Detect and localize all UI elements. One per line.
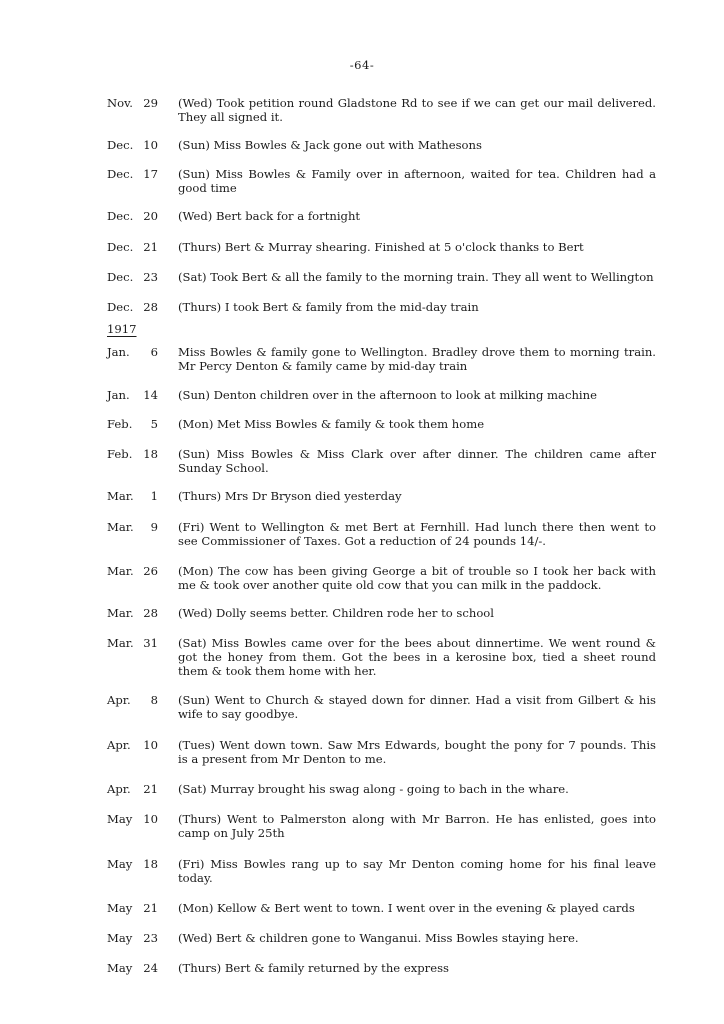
entry-day: 31 (143, 636, 158, 650)
entry-text: (Thurs) Mrs Dr Bryson died yesterday (178, 489, 402, 503)
entry-month: Dec. (107, 270, 134, 284)
entry-text: (Fri) Went to Wellington & met Bert at Fernhill. Had lunch there then went to see Commissioner of Taxes. Got a reduction of 24 pounds 14/-. (178, 520, 656, 548)
entry-month: Nov. (107, 96, 133, 110)
entry-month: May (107, 901, 133, 915)
entry-text: (Mon) The cow has been giving George a bit of trouble so I took her back with me & took over another quite old cow that you can milk in the paddock. (178, 564, 656, 592)
entry-month: Mar. (107, 564, 134, 578)
entry-text: (Sun) Miss Bowles & Jack gone out with Mathesons (178, 138, 482, 152)
entry-day: 18 (143, 447, 158, 461)
entry-text: (Sun) Denton children over in the afternoon to look at milking machine (178, 388, 597, 402)
entry-text: (Thurs) I took Bert & family from the mid-day train (178, 300, 479, 314)
entry-day: 21 (143, 240, 158, 254)
entry-month: Jan. (107, 388, 130, 402)
entry-day: 17 (143, 167, 158, 181)
entry-month: May (107, 857, 133, 871)
entry-day: 21 (143, 782, 158, 796)
entry-day: 24 (143, 961, 158, 975)
entry-month: Feb. (107, 447, 133, 461)
entry-text: (Sun) Miss Bowles & Miss Clark over after dinner. The children came after Sunday School. (178, 447, 656, 475)
entry-day: 9 (150, 520, 158, 534)
entry-text: (Wed) Took petition round Gladstone Rd to see if we can get our mail delivered. They all signed it. (178, 96, 656, 124)
entry-day: 6 (150, 345, 158, 359)
entry-text: Miss Bowles & family gone to Wellington. Bradley drove them to morning train. Mr Percy Denton & family came by mid-day train (178, 345, 656, 373)
entry-day: 5 (150, 417, 158, 431)
entry-day: 1 (150, 489, 158, 503)
entry-month: Jan. (107, 345, 130, 359)
entry-day: 26 (143, 564, 158, 578)
entry-text: (Sun) Went to Church & stayed down for dinner. Had a visit from Gilbert & his wife to say goodbye. (178, 693, 656, 721)
entry-text: (Mon) Kellow & Bert went to town. I went over in the evening & played cards (178, 901, 635, 915)
entry-text: (Thurs) Bert & family returned by the express (178, 961, 449, 975)
entry-month: Dec. (107, 138, 134, 152)
entry-text: (Sun) Miss Bowles & Family over in afternoon, waited for tea. Children had a good time (178, 167, 656, 195)
entry-month: May (107, 931, 133, 945)
entry-day: 28 (143, 606, 158, 620)
entry-day: 20 (143, 209, 158, 223)
entry-day: 28 (143, 300, 158, 314)
entry-month: Feb. (107, 417, 133, 431)
entry-month: Dec. (107, 209, 134, 223)
entry-month: Mar. (107, 636, 134, 650)
entry-text: (Fri) Miss Bowles rang up to say Mr Denton coming home for his final leave today. (178, 857, 656, 885)
entry-month: Dec. (107, 167, 134, 181)
entry-month: Dec. (107, 300, 134, 314)
entry-day: 23 (143, 270, 158, 284)
entry-day: 10 (143, 738, 158, 752)
entry-day: 10 (143, 812, 158, 826)
year-heading: 1917 (107, 322, 137, 336)
entry-text: (Tues) Went down town. Saw Mrs Edwards, bought the pony for 7 pounds. This is a present from Mr Denton to me. (178, 738, 656, 766)
entry-month: May (107, 812, 133, 826)
entry-month: Apr. (107, 738, 131, 752)
entry-day: 8 (150, 693, 158, 707)
entry-text: (Thurs) Went to Palmerston along with Mr Barron. He has enlisted, goes into camp on July 25th (178, 812, 656, 840)
entry-month: Mar. (107, 606, 134, 620)
entry-month: Mar. (107, 520, 134, 534)
entry-text: (Wed) Bert & children gone to Wanganui. Miss Bowles staying here. (178, 931, 579, 945)
entry-text: (Sat) Miss Bowles came over for the bees about dinnertime. We went round & got the honey from them. Got the bees in a kerosine box, tied a sheet round them & took them home with her. (178, 636, 656, 678)
entry-day: 21 (143, 901, 158, 915)
entry-day: 23 (143, 931, 158, 945)
entry-month: Apr. (107, 693, 131, 707)
entry-text: (Mon) Met Miss Bowles & family & took them home (178, 417, 485, 431)
entry-text: (Thurs) Bert & Murray shearing. Finished at 5 o'clock thanks to Bert (178, 240, 584, 254)
entry-month: Apr. (107, 782, 131, 796)
entry-month: Dec. (107, 240, 134, 254)
entry-text: (Wed) Dolly seems better. Children rode her to school (178, 606, 494, 620)
entry-day: 14 (143, 388, 158, 402)
entry-month: May (107, 961, 133, 975)
entry-text: (Wed) Bert back for a fortnight (178, 209, 361, 223)
entry-day: 10 (143, 138, 158, 152)
entry-month: Mar. (107, 489, 134, 503)
entry-day: 18 (143, 857, 158, 871)
entry-day: 29 (143, 96, 158, 110)
entry-text: (Sat) Murray brought his swag along - going to bach in the whare. (178, 782, 569, 796)
entry-text: (Sat) Took Bert & all the family to the morning train. They all went to Wellington (178, 270, 654, 284)
page-number: -64- (349, 58, 375, 72)
